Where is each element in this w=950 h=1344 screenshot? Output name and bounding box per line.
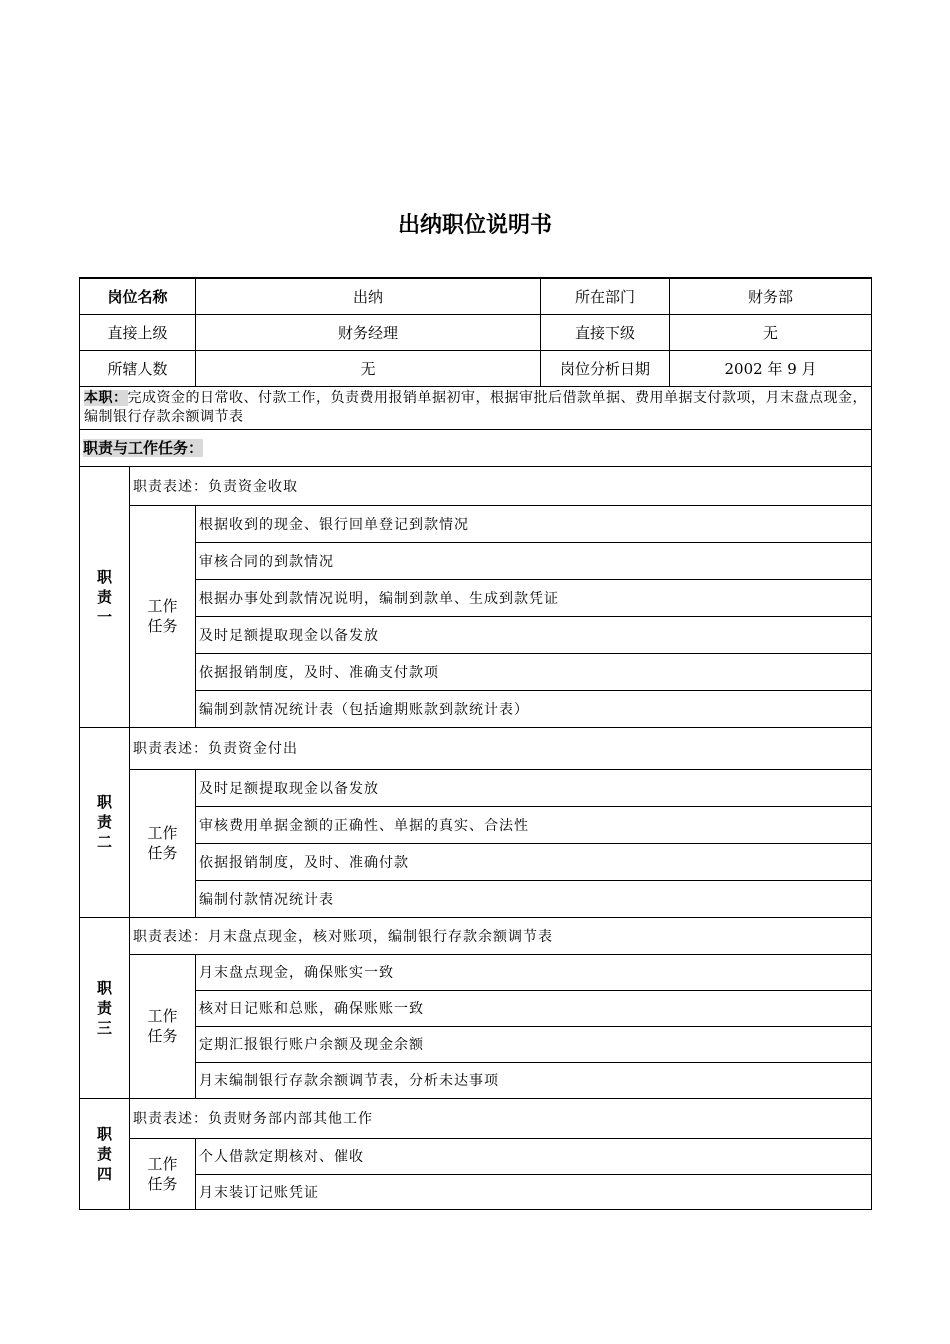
field-value: 2002 年 9 月 [670, 350, 872, 386]
field-value: 出纳 [196, 278, 541, 314]
summary-label: 本职： [84, 389, 128, 406]
field-value: 财务经理 [196, 314, 541, 350]
header-row [80, 314, 872, 350]
task-row [80, 653, 872, 690]
field-value: 无 [196, 350, 541, 386]
task-item: 月末盘点现金，确保账实一致 [196, 954, 872, 990]
task-row [80, 843, 872, 880]
field-label: 所在部门 [541, 278, 670, 314]
duty-label: 职 责 四 [80, 1098, 130, 1209]
duty-description-row [80, 727, 872, 769]
task-item: 月末编制银行存款余额调节表，分析未达事项 [196, 1062, 872, 1098]
field-label: 所辖人数 [80, 350, 196, 386]
task-item: 月末装订记账凭证 [196, 1174, 872, 1209]
task-label: 工作 任务 [130, 1138, 196, 1209]
task-row [80, 990, 872, 1026]
task-row [80, 542, 872, 579]
task-item: 编制到款情况统计表（包括逾期账款到款统计表） [196, 690, 872, 727]
task-row [80, 1138, 872, 1174]
duty-label: 职 责 一 [80, 466, 130, 727]
field-label: 直接下级 [541, 314, 670, 350]
task-item: 及时足额提取现金以备发放 [196, 769, 872, 806]
task-row [80, 769, 872, 806]
task-row [80, 806, 872, 843]
task-row [80, 1174, 872, 1209]
task-label: 工作 任务 [130, 505, 196, 727]
duty-description: 职责表述：负责资金收取 [130, 466, 872, 505]
task-row [80, 690, 872, 727]
task-item: 根据办事处到款情况说明，编制到款单、生成到款凭证 [196, 579, 872, 616]
field-value: 财务部 [670, 278, 872, 314]
task-item: 及时足额提取现金以备发放 [196, 616, 872, 653]
header-row [80, 278, 872, 314]
task-label: 工作 任务 [130, 769, 196, 917]
task-item: 根据收到的现金、银行回单登记到款情况 [196, 505, 872, 542]
summary-row [80, 386, 872, 429]
job-description-table [79, 277, 872, 1210]
page-title: 出纳职位说明书 [397, 213, 552, 238]
duty-label: 职 责 三 [80, 917, 130, 1098]
task-row [80, 579, 872, 616]
task-item: 依据报销制度，及时、准确付款 [196, 843, 872, 880]
duty-description: 职责表述：负责资金付出 [130, 727, 872, 769]
task-label: 工作 任务 [130, 954, 196, 1098]
job-summary [80, 386, 872, 429]
duty-description-row [80, 1098, 872, 1138]
header-row [80, 350, 872, 386]
task-row [80, 616, 872, 653]
task-item: 编制付款情况统计表 [196, 880, 872, 917]
duty-description-row [80, 466, 872, 505]
summary-text: 完成资金的日常收、付款工作，负责费用报销单据初审，根据审批后借款单据、费用单据支付款项，月末盘点现金，编制银行存款余额调节表 [84, 389, 867, 425]
duties-heading-row [80, 429, 872, 466]
task-row [80, 1062, 872, 1098]
task-item: 依据报销制度，及时、准确支付款项 [196, 653, 872, 690]
duty-description-row [80, 917, 872, 954]
duty-description: 职责表述：负责财务部内部其他工作 [130, 1098, 872, 1138]
duties-heading: 职责与工作任务： [80, 429, 872, 466]
task-row [80, 1026, 872, 1062]
task-row [80, 880, 872, 917]
task-item: 审核合同的到款情况 [196, 542, 872, 579]
field-label: 岗位分析日期 [541, 350, 670, 386]
field-label: 岗位名称 [80, 278, 196, 314]
task-item: 个人借款定期核对、催收 [196, 1138, 872, 1174]
task-item: 审核费用单据金额的正确性、单据的真实、合法性 [196, 806, 872, 843]
duty-label: 职 责 二 [80, 727, 130, 917]
task-item: 定期汇报银行账户余额及现金余额 [196, 1026, 872, 1062]
task-item: 核对日记账和总账，确保账账一致 [196, 990, 872, 1026]
task-row [80, 954, 872, 990]
field-label: 直接上级 [80, 314, 196, 350]
duty-description: 职责表述：月末盘点现金，核对账项，编制银行存款余额调节表 [130, 917, 872, 954]
field-value: 无 [670, 314, 872, 350]
task-row [80, 505, 872, 542]
